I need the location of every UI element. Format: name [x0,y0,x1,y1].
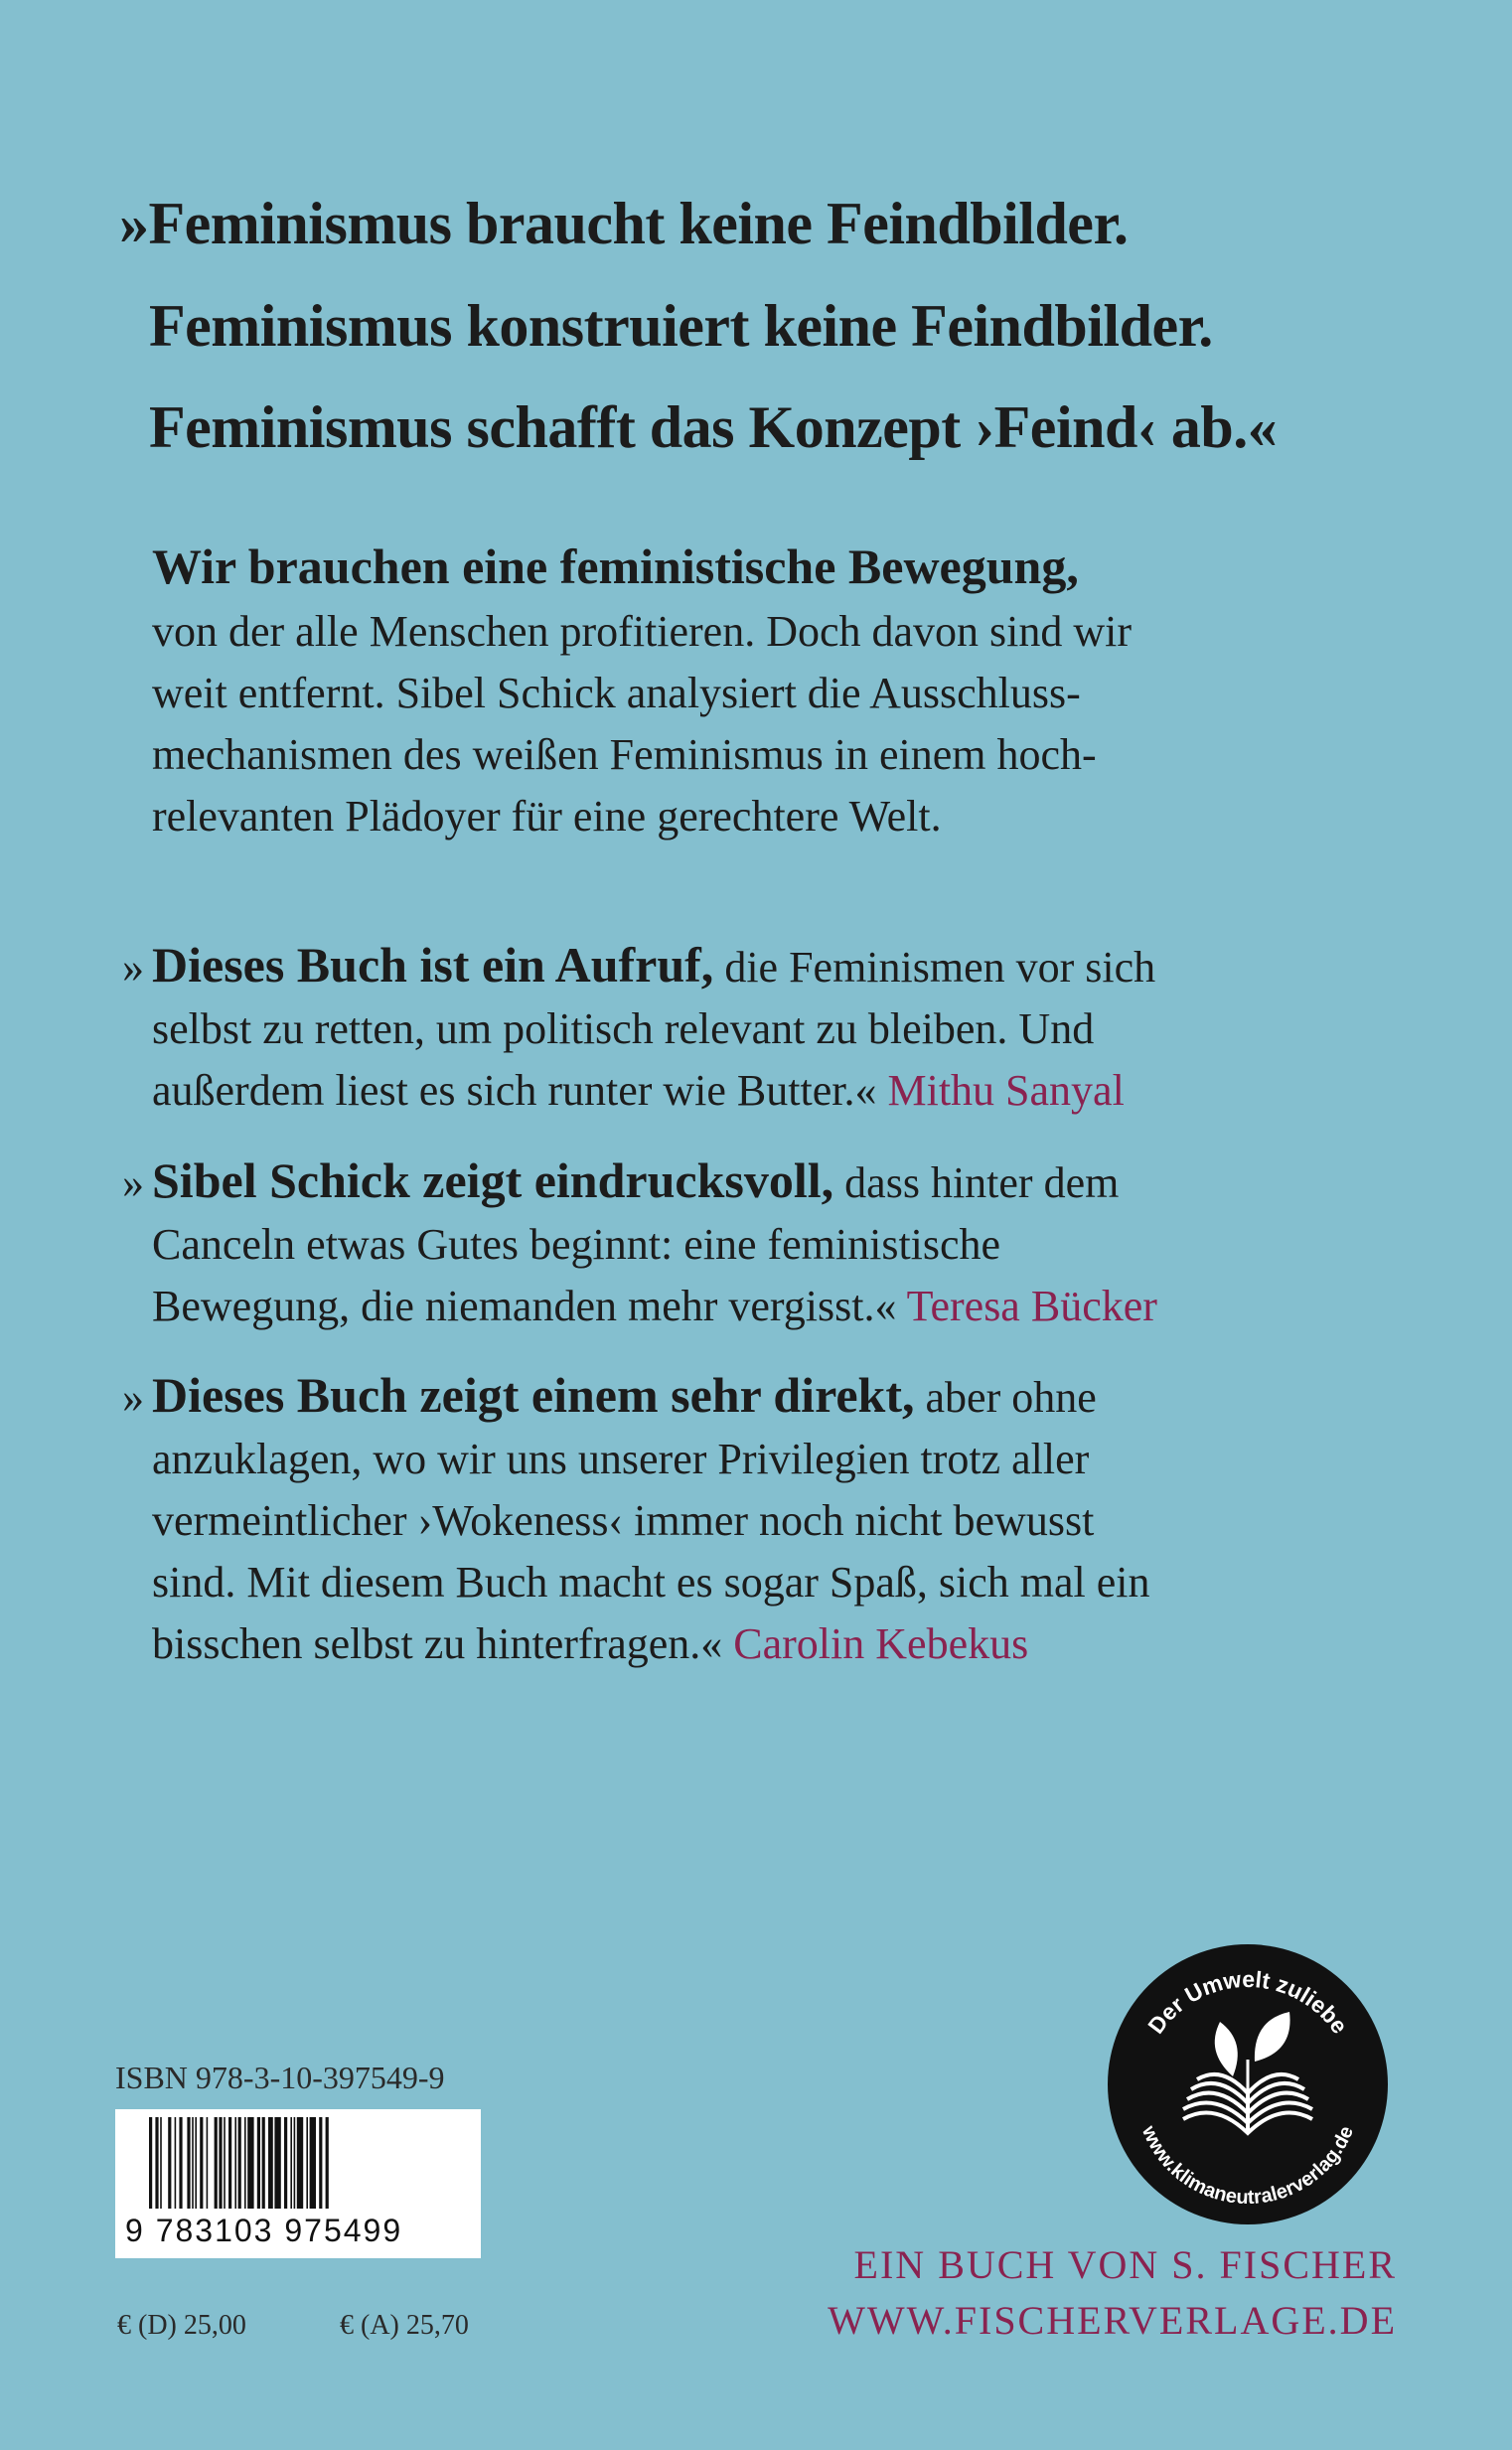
barcode-bar [326,2117,329,2209]
barcode-bar [149,2117,152,2209]
quote-author: Mithu Sanyal [887,1066,1125,1115]
review-quote-2: » Sibel Schick zeigt eindrucksvoll, dass hinter dem Canceln etwas Gutes beginnt: eine feministische Bewegung, die niemanden mehr vergisst.« Teresa Bücker [122,1149,1314,1337]
barcode-bar [234,2117,236,2209]
barcode-bar [262,2117,265,2209]
quote-text: aber ohne [914,1373,1097,1422]
quote-text: dass hinter dem [833,1158,1120,1207]
quote-lead: Dieses Buch zeigt einem sehr direkt, [152,1367,915,1423]
barcode-bar [228,2117,231,2209]
barcode-bar [238,2117,241,2209]
quote-text: Bewegung, die niemanden mehr vergisst.« [152,1282,907,1330]
barcode-bar [224,2117,226,2209]
quote-text: Canceln etwas Gutes beginnt: eine feministische [152,1220,1001,1269]
quote-text: sind. Mit diesem Buch macht es sogar Spaß, sich mal ein [152,1558,1150,1607]
barcode-bar [192,2117,194,2209]
quote-author: Teresa Bücker [906,1282,1157,1330]
barcode-bar [200,2117,203,2209]
quote-lead: Dieses Buch ist ein Aufruf, [152,937,714,993]
publisher-line: EIN BUCH VON S. FISCHER [853,2242,1397,2287]
barcode-bar [160,2117,162,2209]
barcode-bar [284,2117,287,2209]
barcode-bar [168,2117,171,2209]
price-germany: € (D) 25,00 [117,2310,246,2341]
barcode-bar [179,2117,182,2209]
barcode-bar [215,2117,218,2209]
publisher-website: WWW.FISCHERVERLAGE.DE [828,2298,1397,2343]
quote-lead: Sibel Schick zeigt eindrucksvoll, [152,1152,834,1208]
barcode-bar [247,2117,253,2209]
barcode-bar [187,2117,190,2209]
price-austria: € (A) 25,70 [340,2310,469,2341]
barcode [115,2109,481,2258]
barcode-bar [207,2117,209,2209]
barcode-bar [306,2117,308,2209]
barcode-bar [257,2117,260,2209]
barcode-bar [290,2117,292,2209]
quote-text: vermeintlicher ›Wokeness‹ immer noch nicht bewusst [152,1496,1095,1545]
badge-top-text: Der Umwelt zuliebe [1142,1965,1353,2039]
quote-text: die Feminismen vor sich [713,943,1156,992]
isbn-label: ISBN 978-3-10-397549-9 [115,2060,445,2095]
badge-bottom-text: www.klimaneutralerverlag.de [1136,2122,1358,2210]
barcode-bar [294,2117,296,2209]
barcode-bar [244,2117,246,2209]
barcode-bar [268,2117,273,2209]
climate-neutral-badge [1106,1942,1390,2226]
barcode-bar [195,2117,197,2209]
barcode-bar [274,2117,280,2209]
blurb-line: von der alle Menschen profitieren. Doch davon sind wir [152,607,1133,656]
blurb-line: weit entfernt. Sibel Schick analysiert die Ausschluss- [152,669,1081,717]
barcode-bar [297,2117,303,2209]
barcode-bars [115,2109,481,2209]
barcode-bar [319,2117,322,2209]
quote-text: anzuklagen, wo wir uns unserer Privilegien trotz aller [152,1435,1090,1483]
barcode-bar [310,2117,316,2209]
motto-line-1: »Feminismus braucht keine Feindbilder. [119,191,1129,256]
barcode-digits: 9 783103 975499 [125,2213,403,2248]
blurb-line: relevanten Plädoyer für eine gerechtere Welt. [152,792,942,841]
quote-text: außerdem liest es sich runter wie Butter.« [152,1066,888,1115]
barcode-bar [219,2117,222,2209]
review-quote-3: » Dieses Buch zeigt einem sehr direkt, aber ohne anzuklagen, wo wir uns unserer Privilegien trotz aller vermeintlicher ›Wokeness‹ immer noch nicht bewusst sind. Mit diesem Buch macht es sogar Spaß, sich mal ein bisschen selbst zu hinterfragen.« Carolin Kebekus [122,1364,1314,1675]
book-blurb [152,532,1294,847]
quote-author: Carolin Kebekus [733,1619,1029,1668]
motto-line-3: Feminismus schafft das Konzept ›Feind‹ ab.« [149,394,1278,460]
barcode-bar [155,2117,158,2209]
blurb-lead: Wir brauchen eine feministische Bewegung, [152,538,1079,594]
motto-line-2: Feminismus konstruiert keine Feindbilder. [149,293,1213,359]
review-quote-1: » Dieses Buch ist ein Aufruf, die Feminismen vor sich selbst zu retten, um politisch relevant zu bleiben. Und außerdem liest es sich runter wie Butter.« Mithu Sanyal [122,934,1314,1122]
quote-text: selbst zu retten, um politisch relevant zu bleiben. Und [152,1004,1095,1053]
quote-text: bisschen selbst zu hinterfragen.« [152,1619,734,1668]
blurb-line: mechanismen des weißen Feminismus in einem hoch- [152,730,1097,779]
barcode-bar [175,2117,177,2209]
